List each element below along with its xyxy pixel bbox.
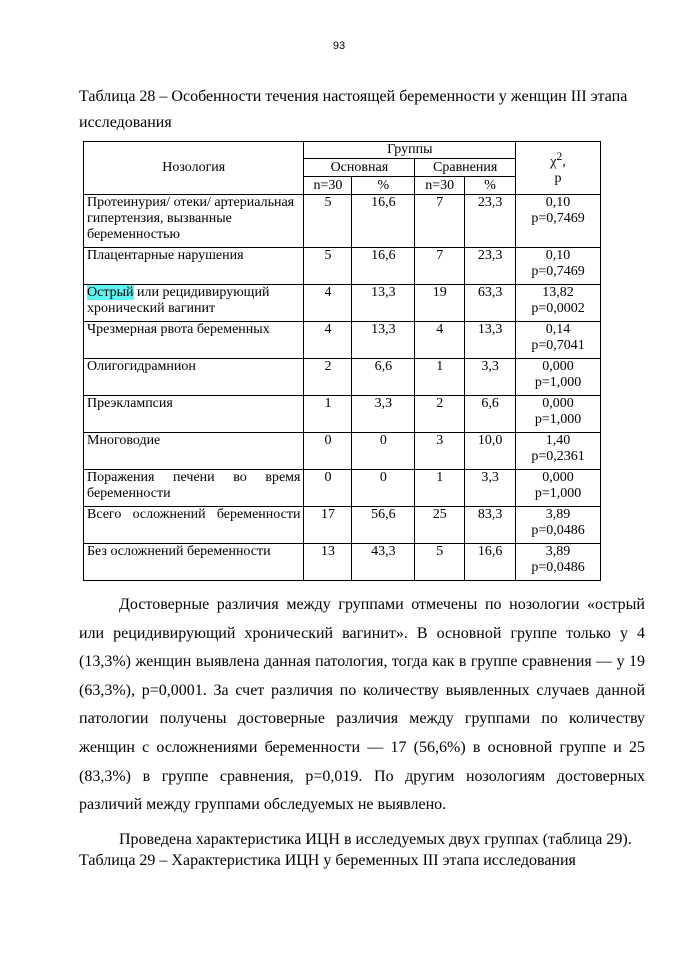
header-pct-main: % <box>352 177 415 195</box>
row-pval: p=0,7041 <box>531 338 585 353</box>
row-chi: 3,89 <box>545 507 571 522</box>
row-pct-main: 13,3 <box>352 285 415 322</box>
row-pct-comp: 16,6 <box>465 544 516 581</box>
row-stat <box>516 470 601 507</box>
row-pct-main: 56,6 <box>352 507 415 544</box>
row-stat <box>516 248 601 285</box>
row-nozology: Поражения печени во время беременности <box>84 470 304 507</box>
row-n-main: 1 <box>304 396 352 433</box>
row-pct-comp: 3,3 <box>465 470 516 507</box>
row-pct-comp: 63,3 <box>465 285 516 322</box>
table-row <box>84 359 601 396</box>
row-pval: p=0,0002 <box>531 301 585 316</box>
table-28 <box>83 141 601 581</box>
row-pct-comp: 23,3 <box>465 195 516 248</box>
header-nozology: Нозология <box>84 142 304 195</box>
header-pct-comp: % <box>465 177 516 195</box>
row-pval: p=0,0486 <box>531 523 585 538</box>
row-n-main: 13 <box>304 544 352 581</box>
row-chi: 0,000 <box>542 396 574 411</box>
row-chi: 0,000 <box>542 470 574 485</box>
row-n-comp: 4 <box>415 322 465 359</box>
row-nozology: Всего осложнений беременности <box>84 507 304 544</box>
row-nozology: Протеинурия/ отеки/ артериальная гипертензия, вызванные беременностью <box>84 195 304 248</box>
row-n-comp: 7 <box>415 195 465 248</box>
row-n-main: 5 <box>304 248 352 285</box>
row-pct-main: 3,3 <box>352 396 415 433</box>
header-n-comp: n=30 <box>415 177 465 195</box>
header-comparison-group: Сравнения <box>415 159 516 177</box>
row-chi: 0,10 <box>545 248 571 263</box>
table-row <box>84 195 601 248</box>
row-n-comp: 2 <box>415 396 465 433</box>
paragraph-results: Достоверные различия между группами отмечены по нозологии «острый или рецидивирующий хронический вагинит». В основной группе только у 4 (13,3%) женщин выявлена данная патология, тогда как в группе сравнения — у 19 (63,3%), p=0,0001. За счет различия по количеству выявленных случаев данной патологии получены достоверные различия между группами по количеству женщин с осложнениями беременности — 17 (56,6%) в основной группе и 25 (83,3%) в группе сравнения, p=0,019. По другим нозологиям достоверных различий между группами обследуемых не выявлено. <box>79 596 645 814</box>
row-nozology: Чрезмерная рвота беременных <box>84 322 304 359</box>
paragraph-icn-intro: Проведена характеристика ИЦН в исследуемых двух группах (таблица 29). <box>119 830 632 848</box>
row-chi: 1,40 <box>545 433 571 448</box>
row-n-main: 17 <box>304 507 352 544</box>
header-main-group: Основная <box>304 159 415 177</box>
row-pval: p=1,000 <box>534 486 582 501</box>
row-n-main: 0 <box>304 470 352 507</box>
row-pct-main: 0 <box>352 470 415 507</box>
row-stat <box>516 433 601 470</box>
header-groups: Группы <box>304 142 516 159</box>
table-28-caption: Таблица 28 – Особенности течения настоящей беременности у женщин III этапа исследования <box>79 88 628 131</box>
row-chi: 13,82 <box>542 285 574 300</box>
row-nozology: Многоводие <box>84 433 304 470</box>
row-nozology: Без осложнений беременности <box>84 544 304 581</box>
header-chi-comma: , <box>562 154 566 170</box>
row-pct-comp: 10,0 <box>465 433 516 470</box>
row-pct-main: 6,6 <box>352 359 415 396</box>
row-n-main: 4 <box>304 285 352 322</box>
row-nozology: Олигогидрамнион <box>84 359 304 396</box>
row-stat <box>516 322 601 359</box>
header-chi: χ <box>550 154 557 170</box>
table-29-caption: Таблица 29 – Характеристика ИЦН у беременных III этапа исследования <box>79 852 576 869</box>
row-stat <box>516 544 601 581</box>
header-p: p <box>554 170 562 186</box>
row-n-comp: 1 <box>415 470 465 507</box>
row-pct-main: 16,6 <box>352 248 415 285</box>
header-n-main: n=30 <box>304 177 352 195</box>
row-stat <box>516 285 601 322</box>
row-pct-comp: 3,3 <box>465 359 516 396</box>
row-chi: 0,000 <box>542 359 574 374</box>
row-stat <box>516 396 601 433</box>
row-n-main: 0 <box>304 433 352 470</box>
row-pct-comp: 13,3 <box>465 322 516 359</box>
body-text <box>79 591 645 854</box>
header-chi-p <box>516 142 601 195</box>
row-n-comp: 1 <box>415 359 465 396</box>
row-chi: 0,14 <box>545 322 571 337</box>
row-pct-comp: 6,6 <box>465 396 516 433</box>
row-chi: 3,89 <box>545 544 571 559</box>
table-row <box>84 322 601 359</box>
row-pval: p=0,7469 <box>531 264 585 279</box>
table-row <box>84 248 601 285</box>
row-n-main: 4 <box>304 322 352 359</box>
table-row <box>84 285 601 322</box>
row-pct-main: 43,3 <box>352 544 415 581</box>
row-n-comp: 3 <box>415 433 465 470</box>
row-n-comp: 19 <box>415 285 465 322</box>
page-number: 93 <box>332 40 346 52</box>
table-row <box>84 433 601 470</box>
table-row <box>84 396 601 433</box>
row-n-comp: 5 <box>415 544 465 581</box>
table-row <box>84 507 601 544</box>
row-pct-main: 13,3 <box>352 322 415 359</box>
row-pval: p=0,0486 <box>531 560 585 575</box>
row-n-comp: 25 <box>415 507 465 544</box>
row-pval: p=0,7469 <box>531 211 585 226</box>
row-n-main: 2 <box>304 359 352 396</box>
row-pct-comp: 23,3 <box>465 248 516 285</box>
table-row <box>84 544 601 581</box>
table-row <box>84 470 601 507</box>
row-pct-main: 16,6 <box>352 195 415 248</box>
highlighted-word: Острый <box>87 285 134 300</box>
row-stat <box>516 359 601 396</box>
row-nozology <box>84 285 304 322</box>
row-nozology: Преэклампсия <box>84 396 304 433</box>
row-stat <box>516 195 601 248</box>
row-pval: p=1,000 <box>534 375 582 390</box>
row-n-comp: 7 <box>415 248 465 285</box>
row-nozology-rest: или рецидивирующий хронический вагинит <box>87 285 270 316</box>
row-chi: 0,10 <box>545 195 571 210</box>
row-pct-comp: 83,3 <box>465 507 516 544</box>
row-n-main: 5 <box>304 195 352 248</box>
row-pval: p=0,2361 <box>531 449 585 464</box>
row-nozology: Плацентарные нарушения <box>84 248 304 285</box>
row-stat <box>516 507 601 544</box>
header-chi-sup: 2 <box>556 150 563 164</box>
row-pct-main: 0 <box>352 433 415 470</box>
row-pval: p=1,000 <box>534 412 582 427</box>
